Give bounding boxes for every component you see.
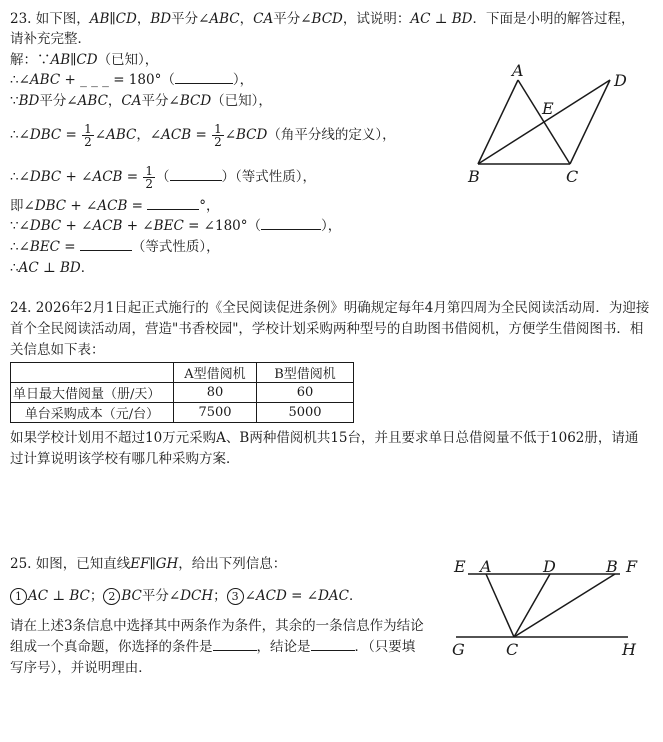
q23-step-3: ∵BD平分∠ABC，CA平分∠BCD（已知）， bbox=[10, 93, 272, 109]
q23-intro-line-2: 请补充完整． bbox=[10, 31, 91, 47]
label-d: D bbox=[614, 71, 627, 90]
label-c: C bbox=[506, 640, 519, 659]
label-a: A bbox=[480, 557, 492, 576]
q23-step-7: ∵∠DBC + ∠ACB + ∠BEC = ∠180°（ ）， bbox=[10, 218, 342, 234]
fraction-half: $\frac{1}{2}$ bbox=[214, 122, 222, 149]
q25-intro-line: 25. 如图，已知直线EF∥GH，给出下列信息： bbox=[10, 556, 287, 572]
q25-conditions-line: 1 AC ⊥ BC； 2 BC平分∠DCH； 3 ∠ACD = ∠DAC． bbox=[10, 587, 362, 605]
q24-para-4: 如果学校计划用不超过10万元采购A、B两种借阅机共15台，并且要求单日总借阅量不低于1062册，请通 bbox=[10, 430, 639, 446]
q25-figure bbox=[448, 552, 658, 662]
table-header-row bbox=[11, 363, 354, 383]
answer-blank-degree[interactable] bbox=[147, 197, 199, 210]
table-cell: 80 bbox=[174, 383, 257, 403]
table-cell: 7500 bbox=[174, 403, 257, 423]
q23-step-8: ∴∠BEC = （等式性质）， bbox=[10, 239, 220, 255]
circled-number-1: 1 bbox=[10, 588, 27, 605]
circled-number-2: 2 bbox=[103, 588, 120, 605]
label-e: E bbox=[454, 557, 466, 576]
table-header-cell: B型借阅机 bbox=[257, 363, 354, 383]
q24-para-1: 24. 2026年2月1日起正式施行的《全民阅读促进条例》明确规定每年4月第四周为全民阅读活动周．为迎接 bbox=[10, 300, 650, 316]
answer-blank-expression[interactable] bbox=[170, 168, 222, 181]
circled-number-3: 3 bbox=[227, 588, 244, 605]
answer-blank-conditions[interactable] bbox=[213, 638, 257, 651]
table-cell: 单日最大借阅量（册/天） bbox=[11, 383, 174, 403]
answer-blank-angle[interactable]: _ _ _ bbox=[80, 72, 109, 88]
answer-blank-conclusion[interactable] bbox=[311, 638, 355, 651]
segment-ca bbox=[486, 574, 514, 637]
q23-step-6: 即∠DBC + ∠ACB = °， bbox=[10, 198, 220, 214]
answer-blank-angle-bec[interactable] bbox=[80, 238, 132, 251]
q24-para-3: 关信息如下表： bbox=[10, 342, 105, 358]
q25-para-2: 组成一个真命题，你选择的条件是 ，结论是 ．（只要填 bbox=[10, 639, 416, 655]
label-c: C bbox=[566, 167, 579, 186]
segment-cd bbox=[514, 574, 550, 637]
table-cell: 60 bbox=[257, 383, 354, 403]
label-g: G bbox=[452, 640, 465, 659]
answer-blank-reason[interactable] bbox=[175, 71, 233, 84]
table-row bbox=[11, 383, 354, 403]
answer-blank-theorem[interactable] bbox=[261, 217, 321, 230]
q25-para-1: 请在上述3条信息中选择其中两条作为条件，其余的一条信息作为结论 bbox=[10, 618, 424, 634]
label-d: D bbox=[543, 557, 556, 576]
label-h: H bbox=[622, 640, 636, 659]
label-e: E bbox=[542, 99, 554, 118]
table-cell: 单台采购成本（元/台） bbox=[11, 403, 174, 423]
label-b: B bbox=[606, 557, 618, 576]
label-a: A bbox=[512, 61, 524, 80]
q23-step-5: ∴∠DBC + ∠ACB = $\frac{1}{2}$ （ ）（等式性质）， bbox=[10, 164, 316, 191]
table-cell: 5000 bbox=[257, 403, 354, 423]
q23-figure bbox=[462, 60, 642, 190]
label-b: B bbox=[468, 167, 480, 186]
q24-table bbox=[10, 362, 354, 423]
fraction-half: $\frac{1}{2}$ bbox=[84, 122, 92, 149]
table-row bbox=[11, 403, 354, 423]
q23-step-2: ∴∠ABC + _ _ _ = 180°（ ）， bbox=[10, 72, 254, 88]
fraction-half: $\frac{1}{2}$ bbox=[145, 164, 153, 191]
q25-para-3: 写序号），并说明理由． bbox=[10, 660, 152, 676]
segment-cb bbox=[514, 574, 615, 637]
q24-para-5: 过计算说明该学校有哪几种采购方案． bbox=[10, 451, 240, 467]
q23-intro-line: 23. 如下图，AB∥CD，BD平分∠ABC，CA平分∠BCD，试说明：AC ⊥ BD．下面是小明的解答过程， bbox=[10, 11, 635, 27]
label-f: F bbox=[626, 557, 638, 576]
q23-step-4: ∴∠DBC = $\frac{1}{2}$ ∠ABC，∠ACB = $\frac{1}{2}$ ∠BCD（角平分线的定义）， bbox=[10, 122, 396, 149]
q24-para-2: 首个全民阅读活动周，营造"书香校园"，学校计划采购两种型号的自助图书借阅机，方便学生借阅图书．相 bbox=[10, 321, 644, 337]
q23-step-1: 解：∵AB∥CD（已知）， bbox=[10, 52, 159, 68]
table-header-cell bbox=[11, 363, 174, 383]
q23-step-9: ∴AC ⊥ BD． bbox=[10, 260, 95, 276]
table-header-cell: A型借阅机 bbox=[174, 363, 257, 383]
